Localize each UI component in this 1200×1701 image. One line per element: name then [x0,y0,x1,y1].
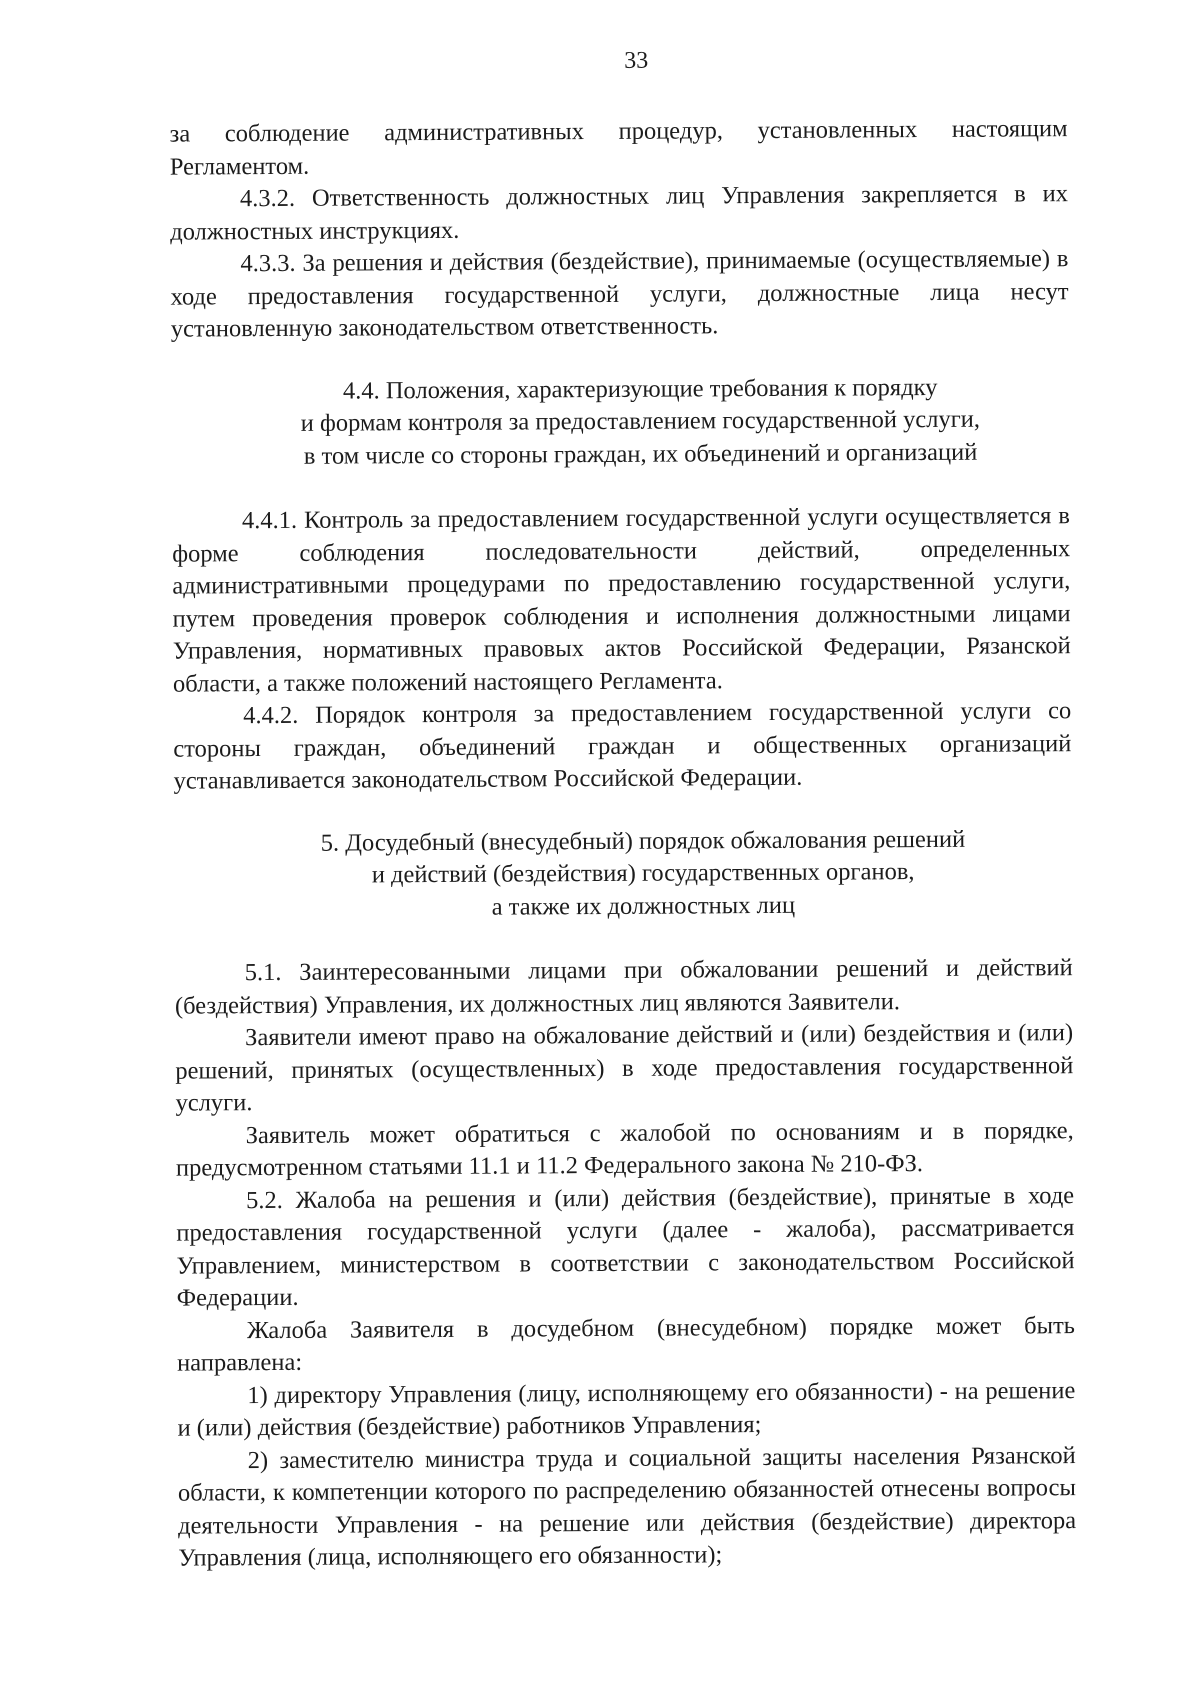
paragraph-4-4-1: 4.4.1. Контроль за предоставлением государственной услуги осуществляется в форме соблюдения последовательности действий, определенных административными процедурами по предоставлению государственной услуги, путем проведения проверок соблюдения и исполнения должностными лицами Управления, нормативных правовых актов Российской Федерации, Рязанской области, а также положений настоящего Регламента. [172,502,1071,698]
paragraph-regulation-compliance: за соблюдение административных процедур, установленных настоящим Регламентом. [169,115,1068,181]
heading-5-line: а также их должностных лиц [491,891,796,921]
paragraph-5-2: 5.2. Жалоба на решения и (или) действия (бездействие), принятые в ходе предоставления государственной услуги (далее - жалоба), рассматривается Управлением, министерством в соответствии с законодательством Российской Федерации. [176,1181,1075,1312]
heading-4-4 [171,371,1070,474]
paragraph-complaint-direction: Жалоба Заявителя в досудебном (внесудебном) порядке может быть направлена: [177,1311,1075,1377]
heading-4-4-line: и формам контроля за предоставлением государственной услуги, [300,405,981,437]
heading-4-4-line: в том числе со стороны граждан, их объединений и организаций [303,438,978,470]
section-4-4 [172,500,1072,798]
page-number: 33 [624,47,649,74]
heading-5-line: 5. Досудебный (внесудебный) порядок обжалования решений [320,825,966,857]
paragraph-5-1: 5.1. Заинтересованными лицами при обжаловании решений и действий (бездействия) Управления, их должностных лиц являются Заявители. [174,954,1073,1020]
heading-5-line: и действий (бездействия) государственных органов, [371,858,915,889]
heading-5 [174,823,1073,926]
paragraph-4-3-2: 4.3.2. Ответственность должностных лиц Управления закрепляется в их должностных инструкциях. [170,180,1069,246]
paragraph-4-3-3: 4.3.3. За решения и действия (бездействие), принимаемые (осуществляемые) в ходе предоставления государственной услуги, должностные лица несут установленную законодательством ответственность. [170,245,1069,343]
list-item-deputy-minister: 2) заместителю министра труда и социальной защиты населения Рязанской области, к компетенции которого по распределению обязанностей отнесены вопросы деятельности Управления - на решение или действия (бездействие) директора Управления (лица, исполняющего его обязанности); [177,1441,1077,1572]
paragraph-4-4-2: 4.4.2. Порядок контроля за предоставлением государственной услуги со стороны граждан, объединений граждан и общественных организаций устанавливается законодательством Российской Федерации. [173,697,1072,795]
section-5 [175,952,1077,1575]
list-item-director: 1) директору Управления (лицу, исполняющему его обязанности) - на решение и (или) действия (бездействие) работников Управления; [177,1376,1076,1442]
section-4-3-continuation [170,113,1069,346]
paragraph-applicants-rights: Заявители имеют право на обжалование действий и (или) бездействия и (или) решений, принятых (осуществленных) в ходе предоставления государственной услуги. [175,1019,1074,1117]
heading-4-4-line: 4.4. Положения, характеризующие требования к порядку [342,373,938,405]
paragraph-complaint-grounds: Заявитель может обратиться с жалобой по основаниям и в порядке, предусмотренном статьями 11.1 и 11.2 Федерального закона № 210-ФЗ. [175,1116,1074,1182]
